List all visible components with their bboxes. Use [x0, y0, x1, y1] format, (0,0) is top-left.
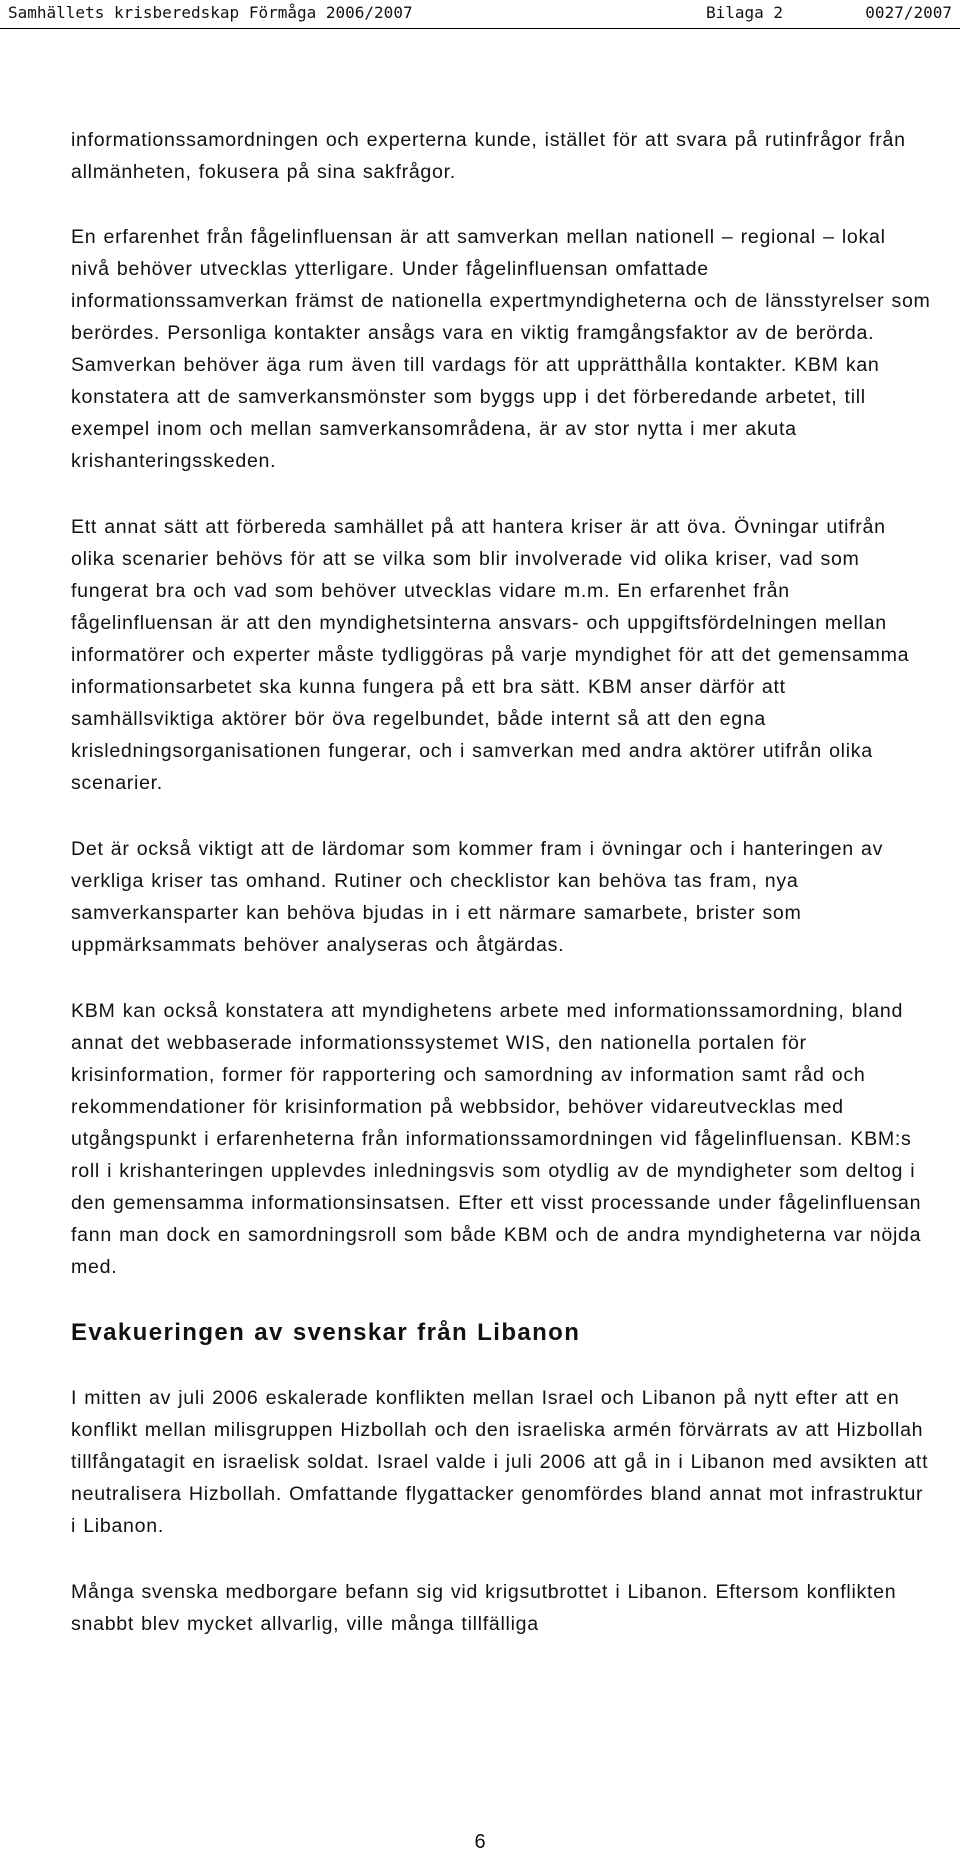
body-paragraph-lardomar: Det är också viktigt att de lärdomar som kommer fram i övningar och i hanteringen av verkliga kriser tas omhand. Rutiner och checklistor kan behöva tas fram, nya samverkansparter kan behöva bjudas in i ett närmare samarbete, brister som uppmärksammats behöver analyseras och åtgärdas.	[71, 838, 884, 956]
body-paragraph-continuation: informationssamordningen och experterna kunde, istället för att svara på rutinfrågor från allmänheten, fokusera på sina sakfrågor.	[71, 129, 906, 183]
body-paragraph-samverkan: En erfarenhet från fågelinfluensan är att samverkan mellan nationell – regional – lokal nivå behöver utvecklas ytterligare. Under fågelinfluensan omfattade informationssamverkan främst de nationella expertmyndigheterna och de länsstyrelser som berördes. Personliga kontakter ansågs vara en viktig framgångsfaktor av de berörda. Samverkan behöver äga rum även till vardags för att upprätthålla kontakter. KBM kan konstatera att de samverkansmönster som byggs upp i det förberedande arbetet, till exempel inom och mellan samverkansområdena, är av stor nytta i mer akuta krishanteringsskeden.	[71, 226, 931, 472]
section-paragraph-medborgare: Många svenska medborgare befann sig vid krigsutbrottet i Libanon. Eftersom konflikten snabbt blev mycket allvarlig, ville många tillfälliga	[71, 1581, 897, 1635]
running-header	[0, 0, 960, 29]
header-document-title: Samhällets krisberedskap Förmåga 2006/2007	[8, 3, 413, 22]
header-document-number: 0027/2007	[865, 3, 952, 22]
section-paragraph-konflikt: I mitten av juli 2006 eskalerade konflikten mellan Israel och Libanon på nytt efter att en konflikt mellan milisgruppen Hizbollah och den israeliska armén förvärrats av att Hizbollah tillfångatagit en israelisk soldat. Israel valde i juli 2006 att gå in i Libanon med avsikten att neutralisera Hizbollah. Omfattande flygattacker genomfördes bland annat mot infrastruktur i Libanon.	[71, 1387, 929, 1537]
section-heading-libanon: Evakueringen av svenskar från Libanon	[71, 1319, 581, 1346]
header-appendix-label: Bilaga 2	[706, 3, 784, 22]
page-number: 6	[474, 1831, 486, 1853]
body-paragraph-informationssamordning: KBM kan också konstatera att myndighetens arbete med informationssamordning, bland annat det webbaserade informationssystemet WIS, den nationella portalen för krisinformation, former för rapportering och samordning av information samt råd och rekommendationer för krisinformation på webbsidor, behöver vidareutvecklas med utgångspunkt i erfarenheterna från informationssamordningen vid fågelinfluensan. KBM:s roll i krishanteringen upplevdes inledningsvis som otydlig av de myndigheter som deltog i den gemensamma informationsinsatsen. Efter ett visst processande under fågelinfluensan fann man dock en samordningsroll som både KBM och de andra myndigheterna var nöjda med.	[71, 1000, 922, 1278]
body-paragraph-ovningar: Ett annat sätt att förbereda samhället på att hantera kriser är att öva. Övningar utifrån olika scenarier behövs för att se vilka som blir involverade vid olika kriser, vad som fungerat bra och vad som behöver utvecklas vidare m.m. En erfarenhet från fågelinfluensan är att den myndighetsinterna ansvars- och uppgiftsfördelningen mellan informatörer och experter måste tydliggöras på varje myndighet för att det gemensamma informationsarbetet ska kunna fungera på ett bra sätt. KBM anser därför att samhällsviktiga aktörer bör öva regelbundet, både internt så att den egna krisledningsorganisationen fungerar, och i samverkan med andra aktörer utifrån olika scenarier.	[71, 516, 910, 794]
document-body	[71, 124, 931, 1640]
